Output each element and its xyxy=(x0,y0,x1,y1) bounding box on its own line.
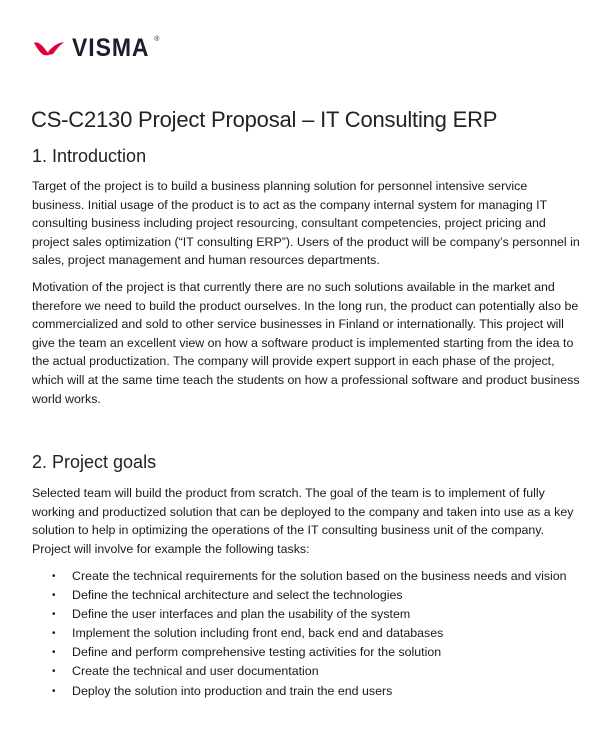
list-item xyxy=(52,624,582,643)
task-text: Create the technical and user documentation xyxy=(72,664,319,679)
list-item xyxy=(52,586,582,605)
project-goals-paragraph: Selected team will build the product from scratch. The goal of the team is to implement of fully working and productized solution that can be deployed to the company and taken into use as a key solution to help in optimizing the operations of the IT consulting business unit of the company. Project will involve for example the following tasks: xyxy=(32,486,574,556)
list-item xyxy=(52,605,582,624)
introduction-heading: 1. Introduction xyxy=(32,146,147,166)
bullet-icon: • xyxy=(52,590,56,602)
visma-swoosh-icon xyxy=(32,39,66,59)
bullet-icon: • xyxy=(52,609,56,621)
list-item xyxy=(52,662,582,681)
task-text: Define the user interfaces and plan the usability of the system xyxy=(72,607,411,622)
list-item xyxy=(52,643,582,662)
task-text: Implement the solution including front end, back end and databases xyxy=(72,626,444,641)
task-list xyxy=(52,567,582,701)
list-item xyxy=(52,567,582,586)
task-text: Define the technical architecture and select the technologies xyxy=(72,588,403,603)
visma-wordmark: VISMA xyxy=(72,34,150,62)
bullet-icon: • xyxy=(52,685,56,697)
bullet-icon: • xyxy=(52,666,56,678)
task-text: Create the technical requirements for the solution based on the business needs and vision xyxy=(72,569,567,583)
task-text: Deploy the solution into production and train the end users xyxy=(72,683,393,698)
registered-mark: ® xyxy=(154,36,160,43)
introduction-paragraph-2: Motivation of the project is that currently there are no such solutions available in the market and therefore we need to build the product ourselves. In the long run, the product can potentially also be commercialized and sold to other service businesses in Finland or internationally. This project will give the team an excellent view on how a software product is implemented starting from the idea to the actual productization. The company will provide expert support in each phase of the project, which will at the same time teach the students on how a professional software and product business world works. xyxy=(32,280,580,406)
introduction-paragraph-1: Target of the project is to build a business planning solution for personnel intensive service business. Initial usage of the product is to act as the company internal system for managing IT consulting business including project resourcing, consultant competencies, project pricing and project sales optimization (“IT consulting ERP”). Users of the product will be company’s personnel in sales, project management and human resources departments. xyxy=(32,179,580,268)
project-goals-heading: 2. Project goals xyxy=(32,452,157,472)
bullet-icon: • xyxy=(52,628,56,640)
task-text: Define and perform comprehensive testing activities for the solution xyxy=(72,645,442,660)
visma-logo xyxy=(32,36,167,61)
list-item xyxy=(52,682,582,701)
bullet-icon: • xyxy=(52,647,56,659)
document-title: CS-C2130 Project Proposal – IT Consulting ERP xyxy=(31,107,498,132)
bullet-icon: • xyxy=(52,571,56,582)
